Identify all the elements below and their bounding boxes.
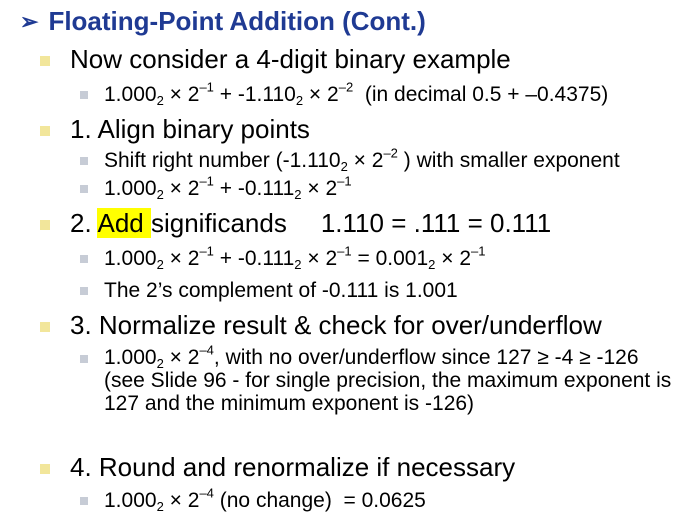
step2-sum-text: $1.000_2 \times 2^{-1} + -0.111_2 \times 2^{-1} = 0.001_2 \times 2^{-1}$ [104,243,486,272]
sub-bullet-step1-aligned [80,173,352,202]
sub-bullet-step4-round [80,485,426,514]
step3-text: 3. Normalize result & check for over/underflow [70,310,602,340]
title-text: Floating-Point Addition (Cont.) [48,6,426,36]
bullet-step-2 [40,208,551,239]
sub-bullet-step2-complement [80,278,458,303]
step3-normalize-text: $1.000_2 \times 2^{-4}$, with no over/underflow since 127 ≥ -4 ≥ -126 (see Slide 96 - for single precision, the maximum exponent is 127 and the minimum exponent is -126) [104,342,672,416]
step2-text: 2. Add significands 1.110 = .111 = 0.111 [70,208,552,238]
step2-equation: 1.110 = .111 = 0.111 [320,208,552,238]
sub-bullet-step3-normalize [80,342,684,416]
square-bullet-icon [40,126,50,136]
step2-complement-text: The 2’s complement of -0.111 is 1.001 [104,279,458,302]
sub-bullet-step1-shift [80,145,620,174]
slide-title [20,6,426,37]
square-bullet-icon [80,157,88,165]
step4-round-text: $1.000_2 \times 2^{-4}$ (no change) = 0.0625 [104,485,426,514]
arrow-bullet-icon: ➢ [20,8,39,34]
step1-text: 1. Align binary points [70,114,310,144]
bullet-step-3 [40,310,602,341]
sub-bullet-intro-example [80,79,609,108]
bullet-step-1 [40,114,310,145]
square-bullet-icon [80,91,88,99]
step1-shift-text: Shift right number ($-1.110_2 \times 2^{-2}$ ) with smaller exponent [104,145,620,174]
highlighted-word: Add [97,208,151,238]
square-bullet-icon [80,497,88,505]
square-bullet-icon [40,464,50,474]
square-bullet-icon [80,185,88,193]
bullet-step-4 [40,452,515,483]
square-bullet-icon [40,322,50,332]
square-bullet-icon [80,355,88,363]
square-bullet-icon [80,255,88,263]
intro-example-text: $1.000_2 \times 2^{-1} + -1.110_2 \times 2^{-2}$ (in decimal 0.5 + –0.4375) [104,79,609,108]
step4-text: 4. Round and renormalize if necessary [70,452,516,482]
step1-aligned-text: $1.000_2 \times 2^{-1} + -0.111_2 \times 2^{-1}$ [104,173,352,202]
square-bullet-icon [40,56,50,66]
bullet-intro [40,44,511,75]
intro-text: Now consider a 4-digit binary example [70,44,511,74]
square-bullet-icon [40,220,50,230]
square-bullet-icon [80,287,88,295]
sub-bullet-step2-sum [80,243,486,272]
